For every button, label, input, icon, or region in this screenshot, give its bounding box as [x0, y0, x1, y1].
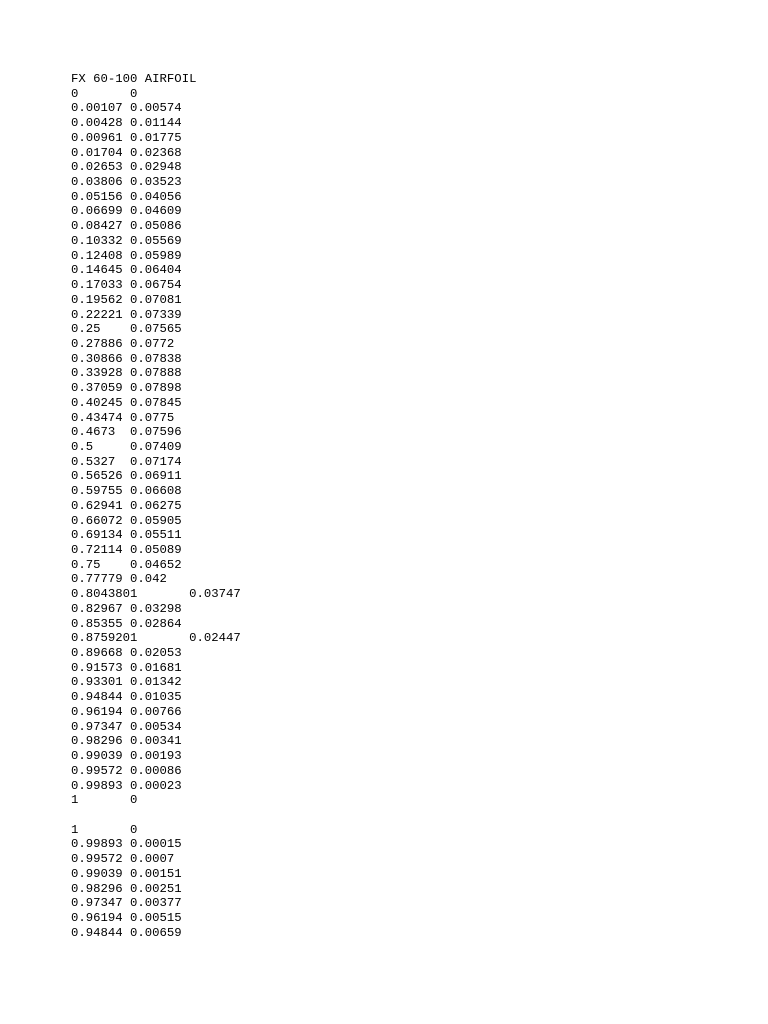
- coordinate-line: 0.85355 0.02864: [71, 616, 182, 631]
- coordinate-line: 0.56526 0.06911: [71, 469, 182, 484]
- coordinate-line: 0.25 0.07565: [71, 322, 182, 337]
- coordinate-line: 0.69134 0.05511: [71, 528, 182, 543]
- coordinate-line: 0.40245 0.07845: [71, 395, 182, 410]
- coordinate-line: 0.08427 0.05086: [71, 219, 182, 234]
- airfoil-coordinate-document: [71, 72, 241, 940]
- coordinate-line: 0.00961 0.01775: [71, 130, 182, 145]
- coordinate-line: 0.02653 0.02948: [71, 160, 182, 175]
- coordinate-line: 0.00428 0.01144: [71, 116, 182, 131]
- coordinate-line: 0.98296 0.00341: [71, 734, 182, 749]
- coordinate-line: 0.98296 0.00251: [71, 881, 182, 896]
- coordinate-line: 0.96194 0.00515: [71, 910, 182, 925]
- coordinate-line: 0.99893 0.00023: [71, 778, 182, 793]
- coordinate-line: 0.99039 0.00151: [71, 866, 182, 881]
- coordinate-line: 0.72114 0.05089: [71, 543, 182, 557]
- blank-line: [71, 808, 241, 823]
- coordinate-line: 1 0: [71, 822, 138, 837]
- coordinate-line: 0.10332 0.05569: [71, 233, 182, 248]
- coordinate-line: 0.05156 0.04056: [71, 189, 182, 204]
- coordinate-line: 0.5 0.07409: [71, 439, 182, 454]
- coordinate-line: 0.89668 0.02053: [71, 646, 182, 661]
- coordinate-line: 0.99893 0.00015: [71, 837, 182, 852]
- coordinate-line: 0.8759201 0.02447: [71, 631, 241, 646]
- coordinate-line: 0.19562 0.07081: [71, 292, 182, 307]
- coordinate-line: 0.27886 0.0772: [71, 336, 175, 351]
- coordinate-line: 0.01704 0.02368: [71, 145, 182, 160]
- coordinate-line: 0.06699 0.04609: [71, 204, 182, 219]
- coordinate-line: 0.14645 0.06404: [71, 263, 182, 278]
- coordinate-list: [71, 87, 241, 941]
- coordinate-line: 0.22221 0.07339: [71, 307, 182, 322]
- coordinate-line: 0.00107 0.00574: [71, 101, 182, 116]
- coordinate-line: 0.30866 0.07838: [71, 351, 182, 366]
- coordinate-line: 0.17033 0.06754: [71, 278, 182, 293]
- coordinate-line: 0.94844 0.01035: [71, 690, 182, 705]
- coordinate-line: 0.82967 0.03298: [71, 601, 182, 616]
- coordinate-line: 0.99572 0.0007: [71, 852, 175, 867]
- coordinate-line: 0.99572 0.00086: [71, 763, 182, 778]
- coordinate-line: 1 0: [71, 793, 138, 808]
- coordinate-line: 0.97347 0.00377: [71, 896, 182, 911]
- coordinate-line: 0.66072 0.05905: [71, 513, 182, 528]
- coordinate-line: 0.33928 0.07888: [71, 366, 182, 381]
- coordinate-line: 0.5327 0.07174: [71, 454, 182, 469]
- coordinate-line: 0.77779 0.042: [71, 572, 167, 587]
- coordinate-line: 0.8043801 0.03747: [71, 587, 241, 602]
- coordinate-line: 0.12408 0.05989: [71, 248, 182, 263]
- coordinate-line: 0.37059 0.07898: [71, 381, 182, 396]
- coordinate-line: 0.99039 0.00193: [71, 749, 182, 764]
- coordinate-line: 0.43474 0.0775: [71, 410, 175, 425]
- coordinate-line: 0.97347 0.00534: [71, 719, 182, 734]
- document-title: FX 60-100 AIRFOIL: [71, 72, 197, 86]
- coordinate-line: 0.96194 0.00766: [71, 704, 182, 719]
- coordinate-line: 0.59755 0.06608: [71, 484, 182, 499]
- coordinate-line: 0.4673 0.07596: [71, 425, 182, 440]
- coordinate-line: 0.93301 0.01342: [71, 675, 182, 690]
- coordinate-line: 0.94844 0.00659: [71, 925, 182, 940]
- coordinate-line: 0 0: [71, 86, 138, 101]
- coordinate-line: 0.62941 0.06275: [71, 498, 182, 513]
- coordinate-line: 0.91573 0.01681: [71, 660, 182, 675]
- coordinate-line: 0.75 0.04652: [71, 557, 182, 572]
- coordinate-line: 0.03806 0.03523: [71, 175, 182, 190]
